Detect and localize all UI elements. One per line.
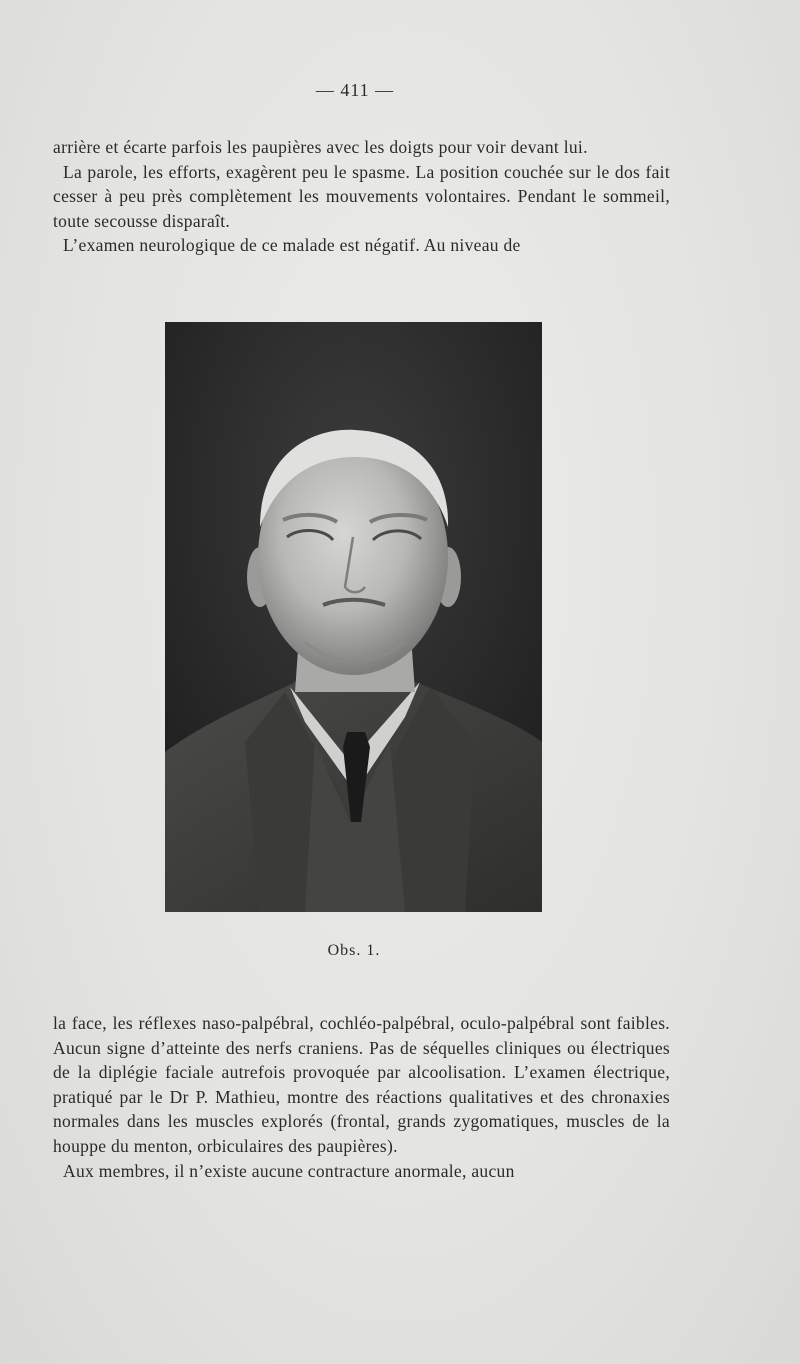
paragraph: la face, les réflexes naso-palpébral, cochléo-palpébral, oculo-palpébral sont faibles. Aucun signe d’atteinte des nerfs craniens. Pas de séquelles cliniques ou électriques de la diplégie faciale autrefois provoquée par alcoolisation. L’examen électrique, pratiqué par le Dr P. Mathieu, montre des réactions qualitatives et des chronaxies normales dans les muscles explorés (frontal, grands zygomatiques, muscles de la houppe du menton, orbiculaires des paupières). bbox=[53, 1013, 670, 1156]
patient-photograph bbox=[165, 322, 542, 912]
top-text-block bbox=[53, 135, 670, 258]
paragraph: Aux membres, il n’existe aucune contracture anormale, aucun bbox=[63, 1160, 515, 1181]
figure-caption: Obs. 1. bbox=[327, 942, 381, 959]
paragraph: La parole, les efforts, exagèrent peu le spasme. La position couchée sur le dos fait cesser à peu près complètement les mouvements volontaires. Pendant le sommeil, toute secousse disparaît. bbox=[53, 161, 670, 231]
bottom-text-block bbox=[53, 1011, 670, 1183]
paragraph: arrière et écarte parfois les paupières avec les doigts pour voir devant lui. bbox=[53, 137, 588, 157]
paragraph: L’examen neurologique de ce malade est négatif. Au niveau de bbox=[63, 235, 521, 256]
page-number: — 411 — bbox=[315, 80, 395, 100]
